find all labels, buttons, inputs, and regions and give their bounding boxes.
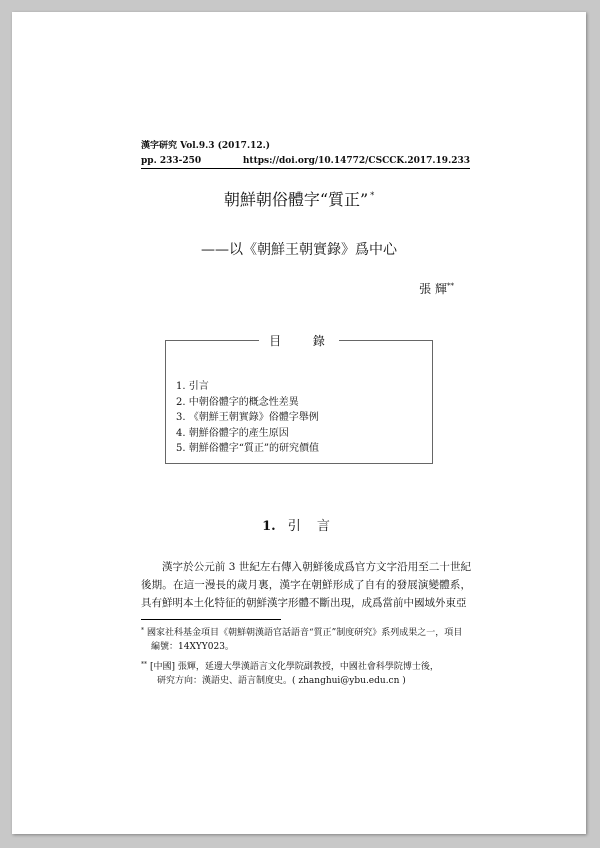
paper-title	[12, 190, 586, 210]
section-title: 引 言	[287, 519, 336, 534]
footnote	[141, 626, 471, 654]
toc-item: 1. 引言	[176, 381, 209, 392]
paper-subtitle: ——以《朝鮮王朝實錄》爲中心	[201, 242, 397, 258]
toc-item: 2. 中朝俗體字的概念性差異	[176, 396, 299, 408]
footnote-text: 國家社科基金項目《朝鮮朝漢語官話語音“質正”制度研究》系列成果之一，項目	[147, 628, 463, 638]
title-footnote-mark: *	[370, 191, 375, 200]
toc-item: 4. 朝鮮俗體字的產生原因	[176, 427, 289, 439]
body-text	[141, 558, 471, 612]
author-name: 張 輝	[419, 282, 447, 296]
page-range: pp. 233-250	[141, 156, 202, 166]
footnote-text: 編號：14XYY023。	[151, 642, 234, 652]
footnote-mark: **	[141, 661, 147, 668]
toc-heading: 目 錄	[166, 333, 432, 349]
body-paragraph: 漢字於公元前 3 世紀左右傳入朝鮮後成爲官方文字沿用至二十世紀後期。在這一漫長的歲月裏，漢字在朝鮮形成了自有的發展演變體系，具有鮮明本土化特征的朝鮮漢字形體不斷出現，成爲當前中國域外東亞	[141, 561, 471, 609]
header-rule	[141, 168, 470, 169]
footnote-rule	[141, 619, 281, 620]
doi-link[interactable]: https://doi.org/10.14772/CSCCK.2017.19.233	[242, 156, 470, 166]
author	[419, 282, 454, 296]
toc-item: 3. 《朝鮮王朝實錄》俗體字舉例	[176, 412, 319, 423]
footnote-text: [中國] 張輝，延邊大學漢語言文化學院副教授，中國社會科學院博士後，	[150, 662, 439, 672]
footnote-text: 研究方向：漢語史、語言制度史。( zhanghui@ybu.edu.cn )	[157, 676, 406, 686]
section-heading	[12, 519, 586, 535]
footnote	[141, 660, 471, 688]
author-footnote-mark: **	[447, 282, 454, 290]
section-number: 1.	[262, 519, 276, 534]
toc-item: 5. 朝鮮俗體字“質正”的研究價值	[176, 443, 319, 454]
journal-info: 漢字研究 Vol.9.3 (2017.12.)	[141, 141, 270, 151]
footnote-mark: *	[141, 627, 144, 634]
title-text: 朝鮮朝俗體字“質正”	[223, 190, 369, 209]
paper-page	[12, 12, 586, 834]
toc-list	[176, 379, 319, 457]
table-of-contents	[165, 334, 433, 464]
